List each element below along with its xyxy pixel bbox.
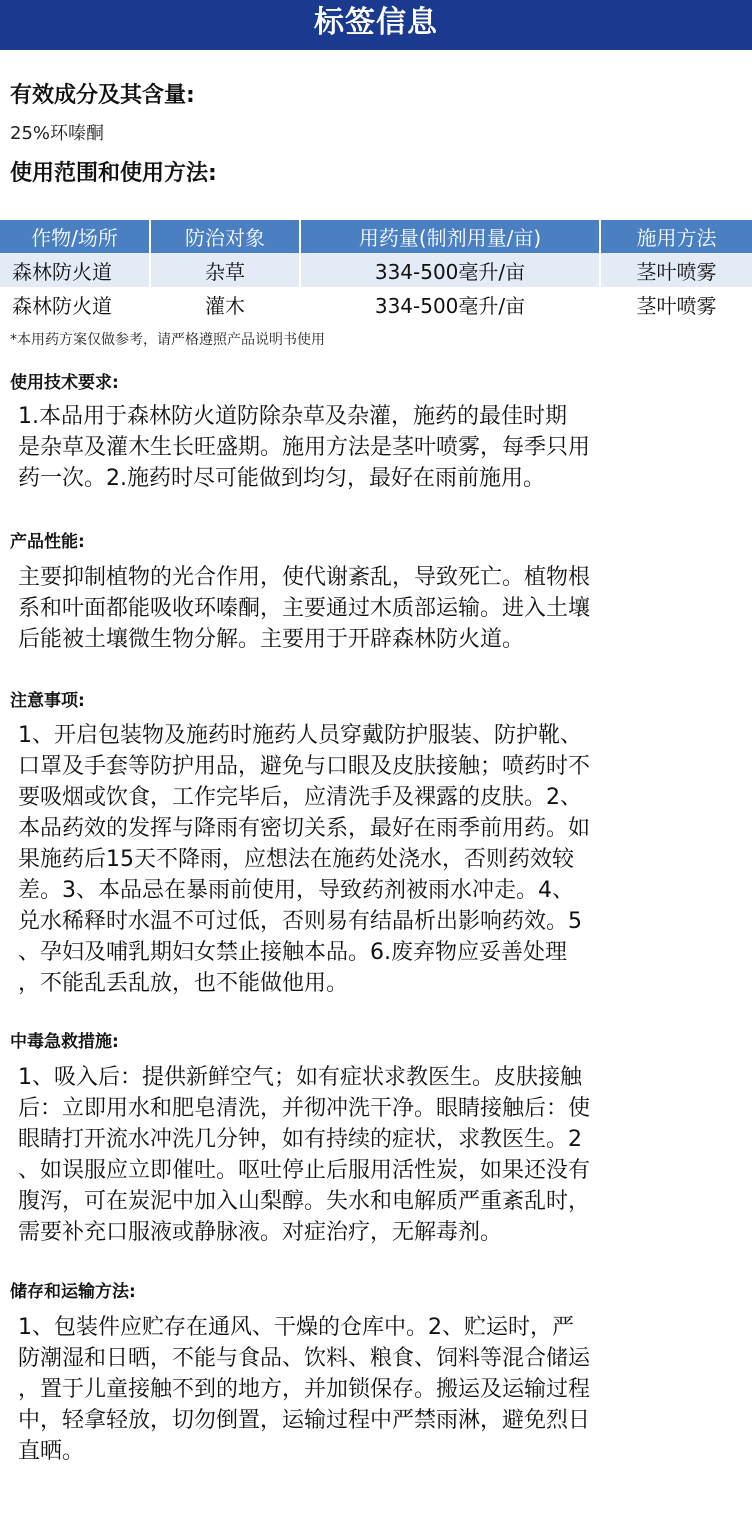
text-line: 主要抑制植物的光合作用，使代谢紊乱，导致死亡。植物根 xyxy=(18,565,591,590)
text-line: 中，轻拿轻放，切勿倒置，运输过程中严禁雨淋，避免烈日 xyxy=(18,1408,591,1433)
header-cell: 作物/场所 xyxy=(0,220,150,253)
text-line: 兑水稀释时水温不可过低，否则易有结晶析出影响药效。5 xyxy=(18,909,582,934)
text-line: 药一次。2.施药时尽可能做到均匀，最好在雨前施用。 xyxy=(18,466,545,491)
ingredients-value: 25%环嗪酮 xyxy=(10,123,105,144)
dosage-table xyxy=(0,220,752,321)
text-line: 1.本品用于森林防火道防除杂草及杂灌，施药的最佳时期 xyxy=(18,404,567,429)
table-cell: 森林防火道 xyxy=(0,253,150,287)
storage-text xyxy=(18,1312,740,1467)
text-line: 腹泻，可在炭泥中加入山梨醇。失水和电解质严重紊乱时， xyxy=(18,1189,591,1214)
tech-requirements-heading: 使用技术要求: xyxy=(10,373,119,393)
text-line: 系和叶面都能吸收环嗪酮，主要通过木质部运输。进入土壤 xyxy=(18,596,591,621)
table-cell: 334-500毫升/亩 xyxy=(300,253,600,287)
performance-heading: 产品性能: xyxy=(10,532,85,552)
text-line: 后：立即用水和肥皂清洗，并彻冲洗干净。眼睛接触后：使 xyxy=(18,1096,591,1121)
table-cell: 杂草 xyxy=(150,253,300,287)
text-line: 本品药效的发挥与降雨有密切关系，最好在雨季前用药。如 xyxy=(18,816,591,841)
performance-text xyxy=(18,562,740,655)
first-aid-heading: 中毒急救措施: xyxy=(10,1032,119,1052)
header-cell: 施用方法 xyxy=(600,220,752,253)
banner-title: 标签信息 xyxy=(314,5,438,40)
text-line: 眼睛打开流水冲洗几分钟，如有持续的症状，求教医生。2 xyxy=(18,1127,582,1152)
table-cell: 茎叶喷雾 xyxy=(600,287,752,321)
storage-heading: 储存和运输方法: xyxy=(10,1282,136,1302)
ingredients-heading: 有效成分及其含量: xyxy=(10,83,195,108)
header-cell: 防治对象 xyxy=(150,220,300,253)
dosage-note: *本用药方案仅做参考，请严格遵照产品说明书使用 xyxy=(10,332,325,348)
dosage-table-header xyxy=(0,220,752,253)
text-line: 、孕妇及哺乳期妇女禁止接触本品。6.废弃物应妥善处理 xyxy=(18,940,567,965)
text-line: 、如误服应立即催吐。呕吐停止后服用活性炭，如果还没有 xyxy=(18,1158,591,1183)
table-cell: 灌木 xyxy=(150,287,300,321)
text-line: ，置于儿童接触不到的地方，并加锁保存。搬运及运输过程 xyxy=(18,1377,591,1402)
tech-requirements-text xyxy=(18,401,740,494)
text-line: 防潮湿和日晒，不能与食品、饮料、粮食、饲料等混合储运 xyxy=(18,1346,591,1371)
text-line: 口罩及手套等防护用品，避免与口眼及皮肤接触；喷药时不 xyxy=(18,754,591,779)
page-banner xyxy=(0,0,752,50)
header-cell: 用药量(制剂用量/亩) xyxy=(300,220,600,253)
text-line: 1、吸入后：提供新鲜空气；如有症状求教医生。皮肤接触 xyxy=(18,1065,582,1090)
table-cell: 森林防火道 xyxy=(0,287,150,321)
usage-heading: 使用范围和使用方法: xyxy=(10,161,217,186)
table-cell: 茎叶喷雾 xyxy=(600,253,752,287)
precautions-text xyxy=(18,720,740,999)
first-aid-text xyxy=(18,1062,740,1248)
text-line: 果施药后15天不降雨，应想法在施药处浇水，否则药效较 xyxy=(18,847,574,872)
text-line: 差。3、本品忌在暴雨前使用，导致药剂被雨水冲走。4、 xyxy=(18,878,574,903)
text-line: 1、包装件应贮存在通风、干燥的仓库中。2、贮运时，严 xyxy=(18,1315,574,1340)
table-row xyxy=(0,287,752,321)
table-row xyxy=(0,253,752,287)
banner-divider xyxy=(0,50,752,52)
text-line: 是杂草及灌木生长旺盛期。施用方法是茎叶喷雾，每季只用 xyxy=(18,435,591,460)
text-line: 1、开启包装物及施药时施药人员穿戴防护服装、防护靴、 xyxy=(18,723,582,748)
text-line: 后能被土壤微生物分解。主要用于开辟森林防火道。 xyxy=(18,627,525,652)
text-line: 需要补充口服液或静脉液。对症治疗，无解毒剂。 xyxy=(18,1220,503,1245)
table-cell: 334-500毫升/亩 xyxy=(300,287,600,321)
text-line: 要吸烟或饮食，工作完毕后，应清洗手及裸露的皮肤。2、 xyxy=(18,785,582,810)
text-line: 直晒。 xyxy=(18,1439,85,1464)
precautions-heading: 注意事项: xyxy=(10,691,85,711)
text-line: ，不能乱丢乱放，也不能做他用。 xyxy=(18,971,349,996)
